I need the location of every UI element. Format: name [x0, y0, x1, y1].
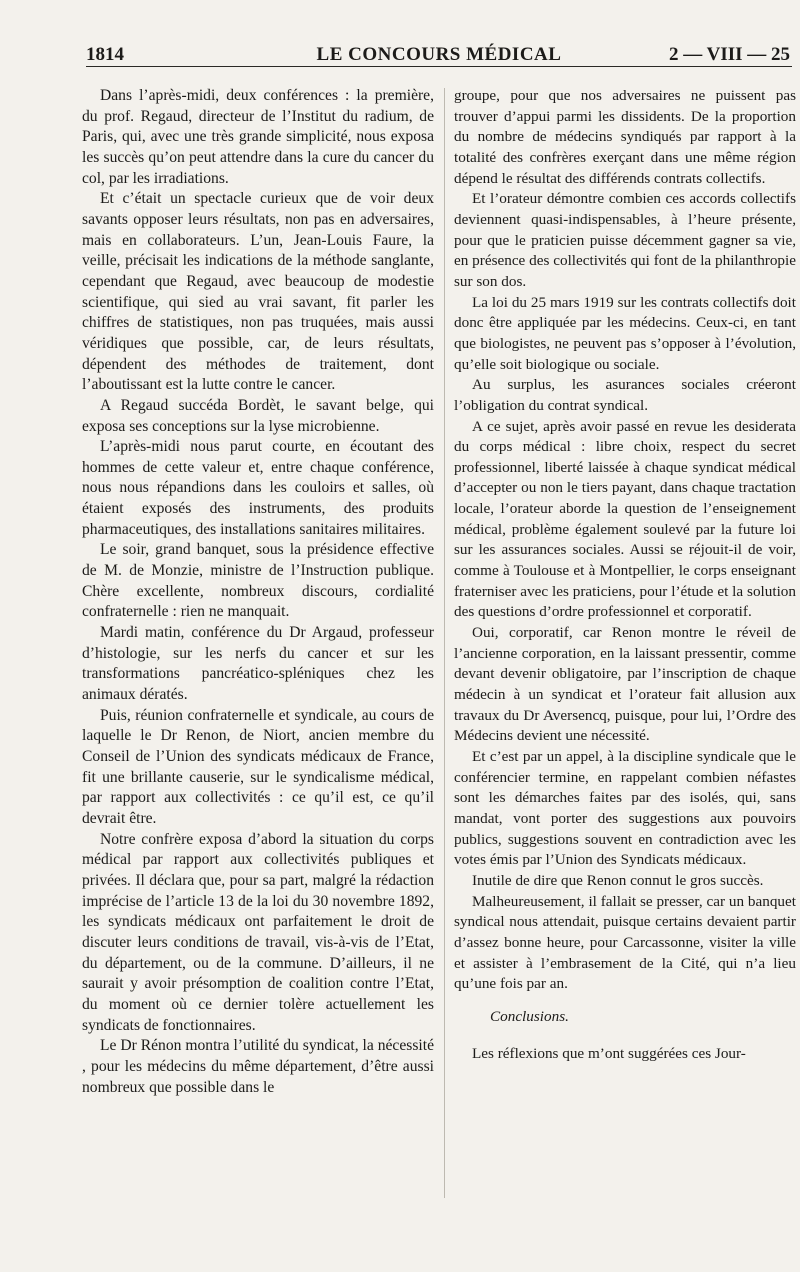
- page-number: 1814: [86, 44, 124, 65]
- paragraph: Et c’était un spectacle curieux que de voir deux savants opposer leurs résultats, non pas en adversaires, mais en collaborateurs. L’un, Jean-Louis Faure, la veille, précisait les indications de la méthode sanglante, cependant que Regaud, avec beaucoup de modestie scientifique, qui sied au vrai savant, fit parler les chiffres de statistiques, non pas truquées, mais aussi véridiques que possible, car, de leurs résultats, dépendent des méthodes de traitement, dont l’aboutissant est la lutte contre le cancer.: [82, 190, 434, 394]
- paragraph: Les réflexions que m’ont suggérées ces Jour-: [472, 1044, 746, 1062]
- paragraph: Et l’orateur démontre combien ces accords collectifs deviennent quasi-indispensables, à l’heure présente, pour que le praticien puisse décemment gagner sa vie, en présence des collectivités qui font de la philanthropie sur son dos.: [454, 190, 796, 290]
- page-header: [86, 40, 792, 67]
- paragraph: Malheureusement, il fallait se presser, car un banquet syndical nous attendait, puisque certains devaient partir d’assez bonne heure, pour Carcassonne, visiter la ville et assister à l’embrasement de la Cité, qui n’a lieu qu’une fois par an.: [454, 892, 796, 993]
- paragraph: Dans l’après-midi, deux conférences : la première, du prof. Regaud, directeur de l’Institut du radium, de Paris, qui, avec une très grande simplicité, nous exposa les succès qu’on peut attendre dans la cure du cancer du col, par les irradiations.: [82, 87, 434, 187]
- left-column: [82, 86, 434, 1098]
- paragraph: groupe, pour que nos adversaires ne puissent pas trouver d’appui parmi les dissidents. De la proportion du nombre de médecins syndiqués par rapport à la totalité des confrères exerçant dans une même région dépend le résultat des différends contrats collectifs.: [454, 87, 796, 187]
- paragraph: Oui, corporatif, car Renon montre le réveil de l’ancienne corporation, en la laissant pressentir, comme devant devenir obligatoire, par l’inscription de chaque médecin à un syndicat et l’orateur fait allusion aux travaux du Dr Aversencq, puisque, pour lui, l’Ordre des Médecins devient une nécessité.: [454, 624, 796, 745]
- paragraph: Notre confrère exposa d’abord la situation du corps médical par rapport aux collectivités publiques et privées. Il déclara que, pour sa part, malgré la rédaction imprécise de l’article 13 de la loi du 30 novembre 1892, les syndicats médicaux ont parfaitement le droit de discuter leurs conditions de travail, vis-à-vis de l’Etat, du département, ou de la commune. D’ailleurs, il ne saurait y avoir présomption de coalition contre l’Etat, du moment où ce dernier tolère actuellement les syndicats de fonctionnaires.: [82, 830, 434, 1034]
- paragraph: La loi du 25 mars 1919 sur les contrats collectifs doit donc être appliquée par les médecins. Ceux-ci, en tant que biologistes, ne peuvent pas s’opposer à l’évolution, qu’elle soit biologique ou sociale.: [454, 293, 796, 373]
- paragraph: Mardi matin, conférence du Dr Argaud, professeur d’histologie, sur les nerfs du cancer et sur les transformations pancréatico-spléniques chez les animaux dératés.: [82, 624, 434, 704]
- right-column: [454, 86, 796, 1064]
- paragraph: L’après-midi nous parut courte, en écoutant des hommes de cette valeur et, entre chaque conférence, nous nous répandions dans les couloirs et salles, où étaient exposés des instruments, des produits pharmaceutiques, des installations sanitaires militaires.: [82, 438, 434, 538]
- paragraph: Le soir, grand banquet, sous la présidence effective de M. de Monzie, ministre de l’Instruction publique. Chère excellente, nombreux discours, cordialité confraternelle : rien ne manquait.: [82, 541, 434, 621]
- section-heading: Conclusions.: [490, 1007, 569, 1025]
- paragraph: A ce sujet, après avoir passé en revue les desiderata du corps médical : libre choix, respect du secret professionnel, liberté laissée à chaque syndicat médical d’accepter ou non le tiers payant, dans chaque tractation locale, l’orateur aborde la question de l’enseignement médical, problème également soulevé par la future loi sur les assurances sociales. Aussi se réjouit-il de voir, comme à Toulouse et à Montpellier, le corps enseignant fraterniser avec les praticiens, pour l’étude et la solution des questions d’ordre professionnel et corporatif.: [454, 417, 796, 621]
- column-divider: [444, 88, 445, 1198]
- paragraph: Puis, réunion confraternelle et syndicale, au cours de laquelle le Dr Renon, de Niort, ancien membre du Conseil de l’Union des syndicats médicaux de France, fit une brillante causerie, sur le syndicalisme médical, par rapport aux collectivités : ce qu’il est, ce qu’il devrait être.: [82, 706, 434, 827]
- paragraph: A Regaud succéda Bordèt, le savant belge, qui exposa ses conceptions sur la lyse microbienne.: [82, 396, 434, 435]
- paragraph: Au surplus, les asurances sociales créeront l’obligation du contrat syndical.: [454, 376, 796, 414]
- paragraph: Et c’est par un appel, à la discipline syndicale que le conférencier termine, en rappelant combien néfastes sont les démarches faites par des isolés, qui, sans mandat, vont porter des suggestions aux pouvoirs publics, suggestions souvent en contradiction avec les votes émis par l’Union des Syndicats médicaux.: [454, 748, 796, 869]
- issue-date: 2 — VIII — 25: [668, 44, 790, 65]
- paragraph: Le Dr Rénon montra l’utilité du syndicat, la nécessité , pour les médecins du même département, d’être aussi nombreux que possible dans le: [82, 1037, 434, 1096]
- journal-title: LE CONCOURS MÉDICAL: [316, 44, 562, 65]
- paragraph: Inutile de dire que Renon connut le gros succès.: [472, 871, 764, 889]
